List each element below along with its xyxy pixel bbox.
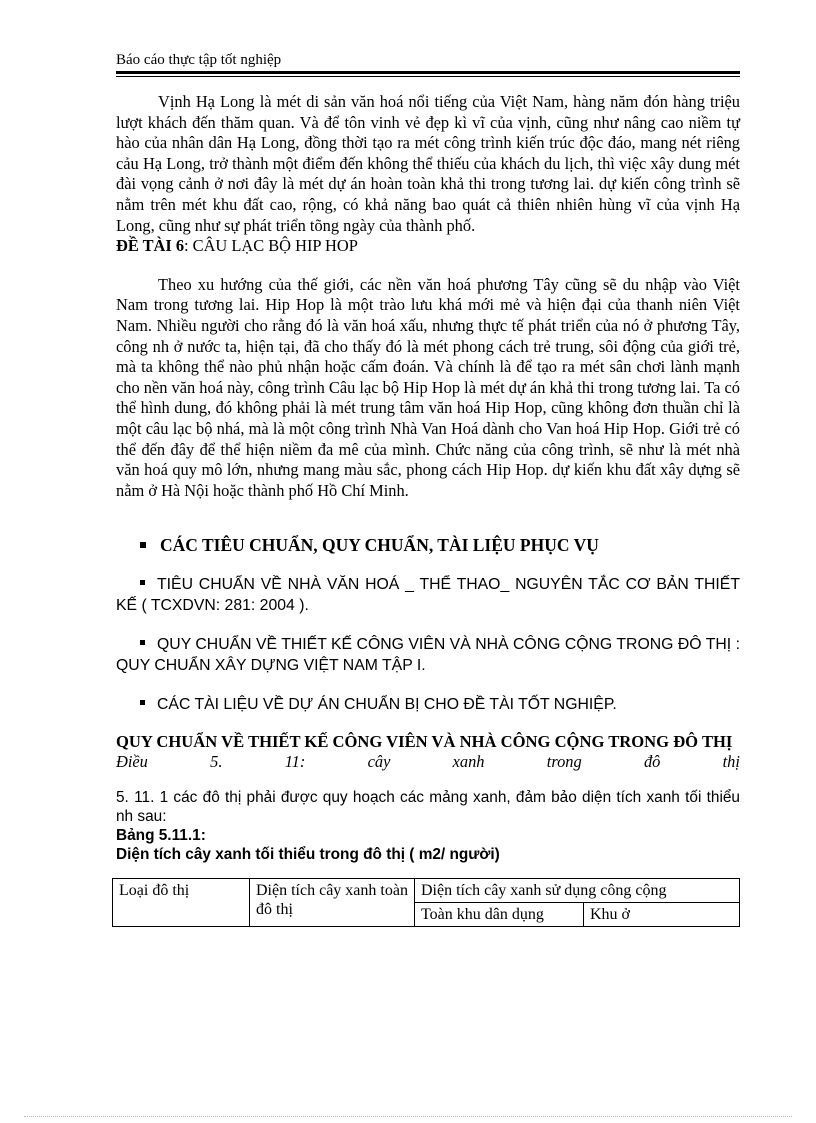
table-header-cell: Khu ở [584,903,740,927]
article-word: 5. [210,751,223,771]
bullet-text: QUY CHUẨN VỀ THIẾT KẾ CÔNG VIÊN VÀ NHÀ CÔNG CỘNG TRONG ĐÔ THỊ : QUY CHUẨN XÂY DỰNG VIỆT NAM TẬP I. [116,635,740,674]
topic-label: ĐỀ TÀI 6 [116,236,185,256]
square-bullet-icon [140,542,146,548]
table-title: Diện tích cây xanh tối thiểu trong đô thị ( m2/ người) [116,846,500,864]
page-header: Báo cáo thực tập tốt nghiệp [116,52,282,68]
article-word: 11: [284,751,306,771]
section-heading-text: CÁC TIÊU CHUẨN, QUY CHUẨN, TÀI LIỆU PHỤC VỤ [160,535,599,556]
square-bullet-icon [140,700,145,705]
article-word: thị [722,751,740,771]
bullet-text: TIÊU CHUẨN VỀ NHÀ VĂN HOÁ _ THỂ THAO_ NGUYÊN TẮC CƠ BẢN THIẾT KẾ ( TCXDVN: 281: 2004 ). [116,575,740,614]
bullet-text: CÁC TÀI LIỆU VỀ DỰ ÁN CHUẨN BỊ CHO ĐỀ TÀI TỐT NGHIỆP. [157,695,617,713]
table-header-cell: Loại đô thị [113,879,250,927]
article-title [116,752,740,773]
page-content [116,92,740,927]
regulation-heading: QUY CHUẨN VỀ THIẾT KẾ CÔNG VIÊN VÀ NHÀ CÔNG CỘNG TRONG ĐÔ THỊ [116,731,733,751]
bullet-item [116,694,740,715]
topic-text: : CÂU LẠC BỘ HIP HOP [184,236,358,256]
article-word: cây [367,751,391,771]
bullet-item [116,634,740,676]
topic-6-heading [116,236,740,257]
header-rule-thin [116,76,740,77]
header-rule-thick [116,71,740,74]
table-label: Bảng 5.11.1: [116,827,206,845]
paragraph-hip-hop: Theo xu hướng của thế giới, các nền văn hoá phương Tây cũng sẽ du nhập vào Việt Nam trong tương lai. Hip Hop là một trào lưu khá mới mẻ và hiện đại của thanh niên Việt Nam. Nhiều người cho rằng đó là văn hoá xấu, nhưng thực tế phát triển của nó ở phương Tây, công nh ở nước ta, hiện tại, đã cho thấy đó là mét phong cách trẻ trung, sôi động của giới trẻ, mà ta không thể nào phủ nhận hoặc cấm đoán. Và chính là để tạo ra mét sân chơi lành mạnh cho nền văn hoá này, công trình Câu lạc bộ Hip Hop là mét dự án khả thi trong tương lai. Ta có thể hình dung, đó không phải là mét trung tâm văn hoá Hip Hop, cũng không đơn thuần chỉ là một câu lạc bộ nhá, mà là một công trình Nhà Van Hoá dành cho Van hoá Hip Hop. Giới trẻ có thể đến đây để thể hiện niềm đa mê của mình. Chức năng của công trình, sẽ như là mét nhà văn hoá quy mô lớn, nhưng mang màu sắc, phong cách Hip Hop. dự kiến khu đất xây dựng sẽ nằm ở Hà Nội hoặc thành phố Hồ Chí Minh. [116,274,740,500]
square-bullet-icon [140,640,145,645]
table-header-cell: Diện tích cây xanh sử dụng công cộng [415,879,740,903]
paragraph-ha-long: Vịnh Hạ Long là mét di sản văn hoá nổi tiếng của Việt Nam, hàng năm đón hàng triệu lượt khách đến thăm quan. Và để tôn vinh vẻ đẹp kì vĩ của vịnh, cũng như nâng cao niềm tự hào của nhân dân Hạ Long, đồng thời tạo ra mét công trình kiến trúc độc đáo, mang nét riêng cảu Hạ Long, trở thành một điểm đến không thể thiếu của khách du lịch, thì việc xây dung mét đài vọng cảnh ở nơi đây là mét dự án hoàn toàn khả thi trong tương lai. dự kiến công trình sẽ nằm trên mét khu đất cao, rộng, có khả năng bao quát cả thiên nhiên hùng vĩ của vịnh Hạ Long, cũng như sự phát triển tõng ngày của thành phố. [116,92,740,235]
table-row [113,879,740,903]
article-word: xanh [452,751,485,771]
table-header-cell: Diện tích cây xanh toàn đô thị [250,879,415,927]
bullet-item [116,574,740,616]
section-heading [140,535,740,556]
page-bottom-border [24,1116,792,1117]
table-header-cell: Toàn khu dân dụng [415,903,584,927]
article-word: trong [546,751,582,771]
green-area-table [112,878,740,927]
article-word: đô [643,751,661,771]
square-bullet-icon [140,580,145,585]
clause-text: 5. 11. 1 các đô thị phải được quy hoạch các mảng xanh, đảm bảo diện tích xanh tối thiểu nh sau: [116,789,740,826]
article-word: Điều [116,751,148,771]
